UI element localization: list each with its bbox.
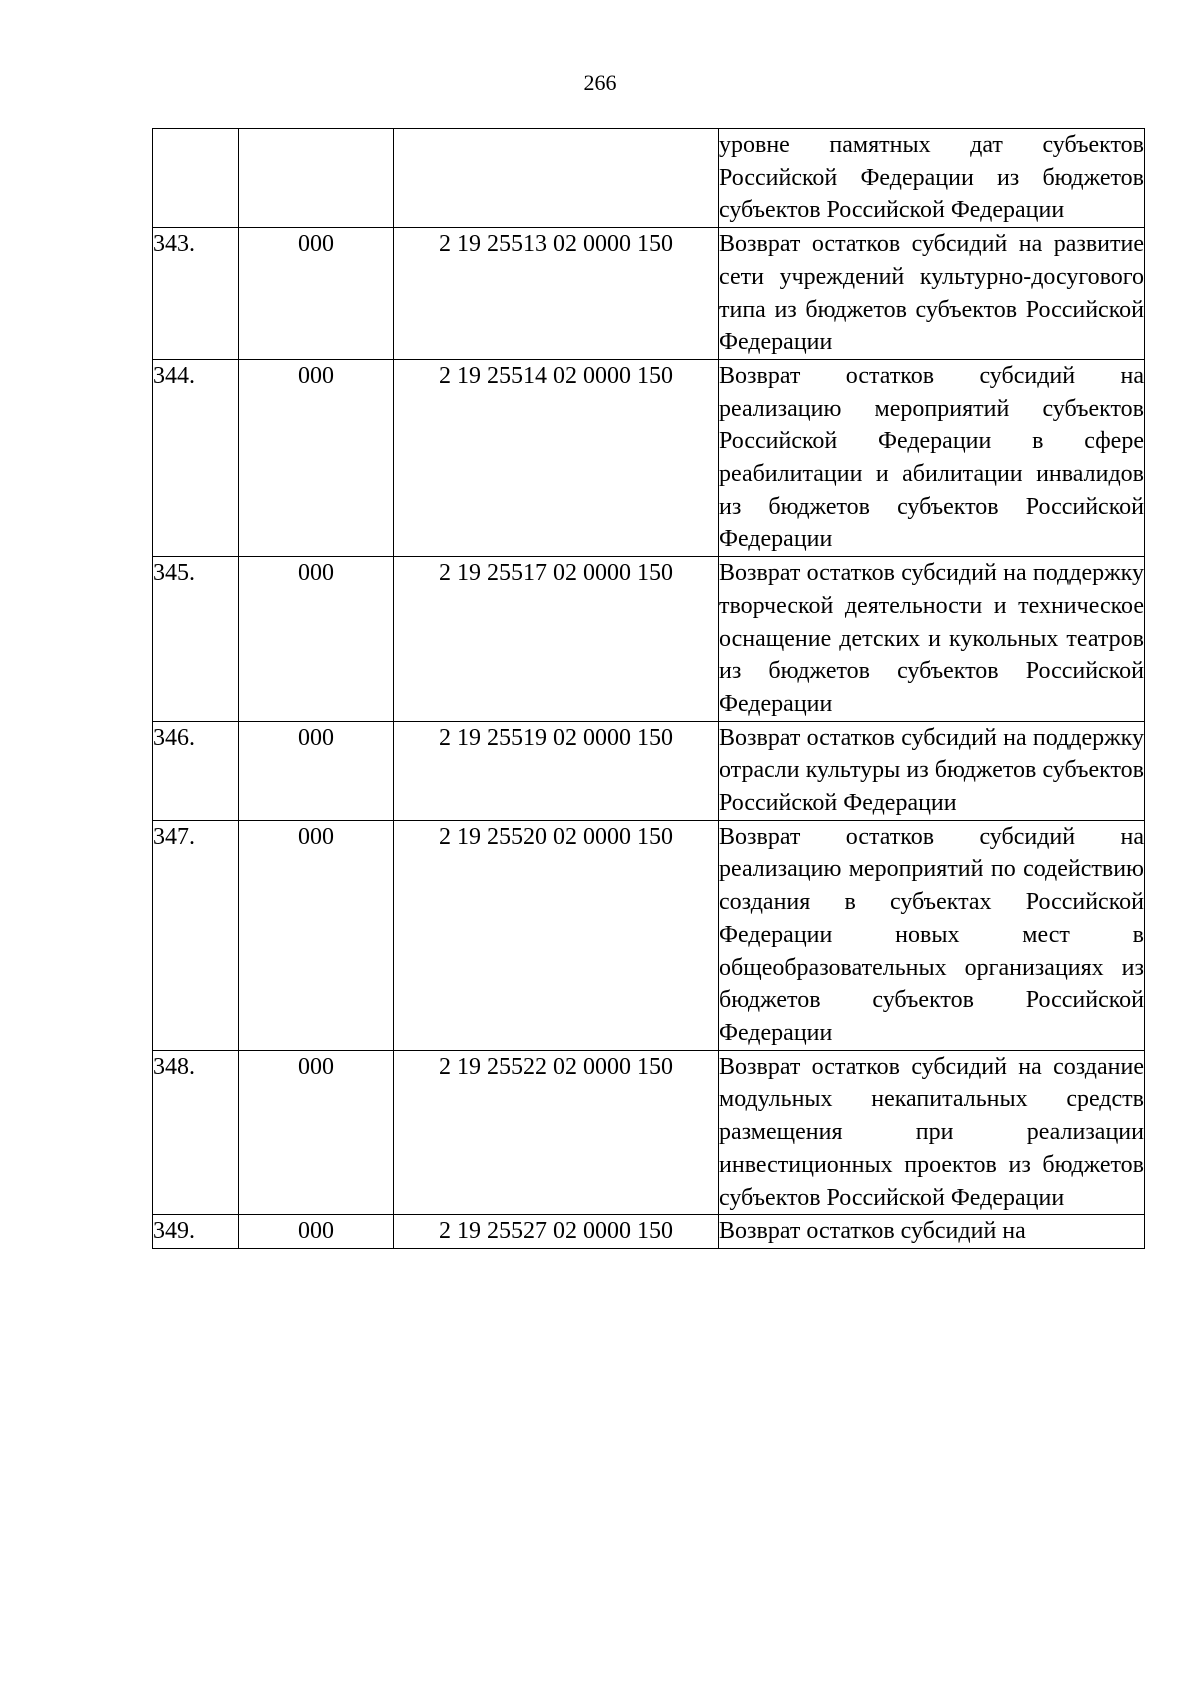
budget-classification-code: 2 19 25517 02 0000 150 — [394, 557, 719, 722]
budget-codes-table — [152, 128, 1145, 1249]
table-row — [153, 721, 1145, 820]
budget-classification-code: 2 19 25513 02 0000 150 — [394, 228, 719, 360]
admin-code: 000 — [239, 1050, 394, 1215]
row-number: 346. — [153, 721, 239, 820]
income-description: Возврат остатков субсидий на реализацию мероприятий по содействию создания в субъектах Российской Федерации новых мест в общеобразовательных организациях из бюджетов субъектов Российской Федерации — [719, 820, 1145, 1050]
income-description: Возврат остатков субсидий на поддержку творческой деятельности и техническое оснащение детских и кукольных театров из бюджетов субъектов Российской Федерации — [719, 557, 1145, 722]
table-row — [153, 557, 1145, 722]
admin-code: 000 — [239, 1215, 394, 1249]
admin-code — [239, 129, 394, 228]
table-row — [153, 129, 1145, 228]
row-number: 348. — [153, 1050, 239, 1215]
income-description: Возврат остатков субсидий на поддержку отрасли культуры из бюджетов субъектов Российской Федерации — [719, 721, 1145, 820]
row-number — [153, 129, 239, 228]
admin-code: 000 — [239, 359, 394, 556]
budget-classification-code: 2 19 25522 02 0000 150 — [394, 1050, 719, 1215]
table-row — [153, 820, 1145, 1050]
budget-classification-code: 2 19 25520 02 0000 150 — [394, 820, 719, 1050]
row-number: 349. — [153, 1215, 239, 1249]
row-number: 344. — [153, 359, 239, 556]
table-row — [153, 1050, 1145, 1215]
income-description: Возврат остатков субсидий на — [719, 1215, 1145, 1249]
income-description: уровне памятных дат субъектов Российской Федерации из бюджетов субъектов Российской Федерации — [719, 129, 1145, 228]
income-description: Возврат остатков субсидий на развитие сети учреждений культурно-досугового типа из бюджетов субъектов Российской Федерации — [719, 228, 1145, 360]
income-description: Возврат остатков субсидий на создание модульных некапитальных средств размещения при реализации инвестиционных проектов из бюджетов субъектов Российской Федерации — [719, 1050, 1145, 1215]
row-number: 345. — [153, 557, 239, 722]
table-row — [153, 1215, 1145, 1249]
admin-code: 000 — [239, 721, 394, 820]
admin-code: 000 — [239, 228, 394, 360]
admin-code: 000 — [239, 557, 394, 722]
budget-classification-code: 2 19 25514 02 0000 150 — [394, 359, 719, 556]
income-description: Возврат остатков субсидий на реализацию мероприятий субъектов Российской Федерации в сфере реабилитации и абилитации инвалидов из бюджетов субъектов Российской Федерации — [719, 359, 1145, 556]
row-number: 347. — [153, 820, 239, 1050]
budget-classification-code: 2 19 25519 02 0000 150 — [394, 721, 719, 820]
table-row — [153, 228, 1145, 360]
admin-code: 000 — [239, 820, 394, 1050]
page-number: 266 — [583, 70, 617, 95]
table-row — [153, 359, 1145, 556]
budget-classification-code — [394, 129, 719, 228]
row-number: 343. — [153, 228, 239, 360]
budget-classification-code: 2 19 25527 02 0000 150 — [394, 1215, 719, 1249]
